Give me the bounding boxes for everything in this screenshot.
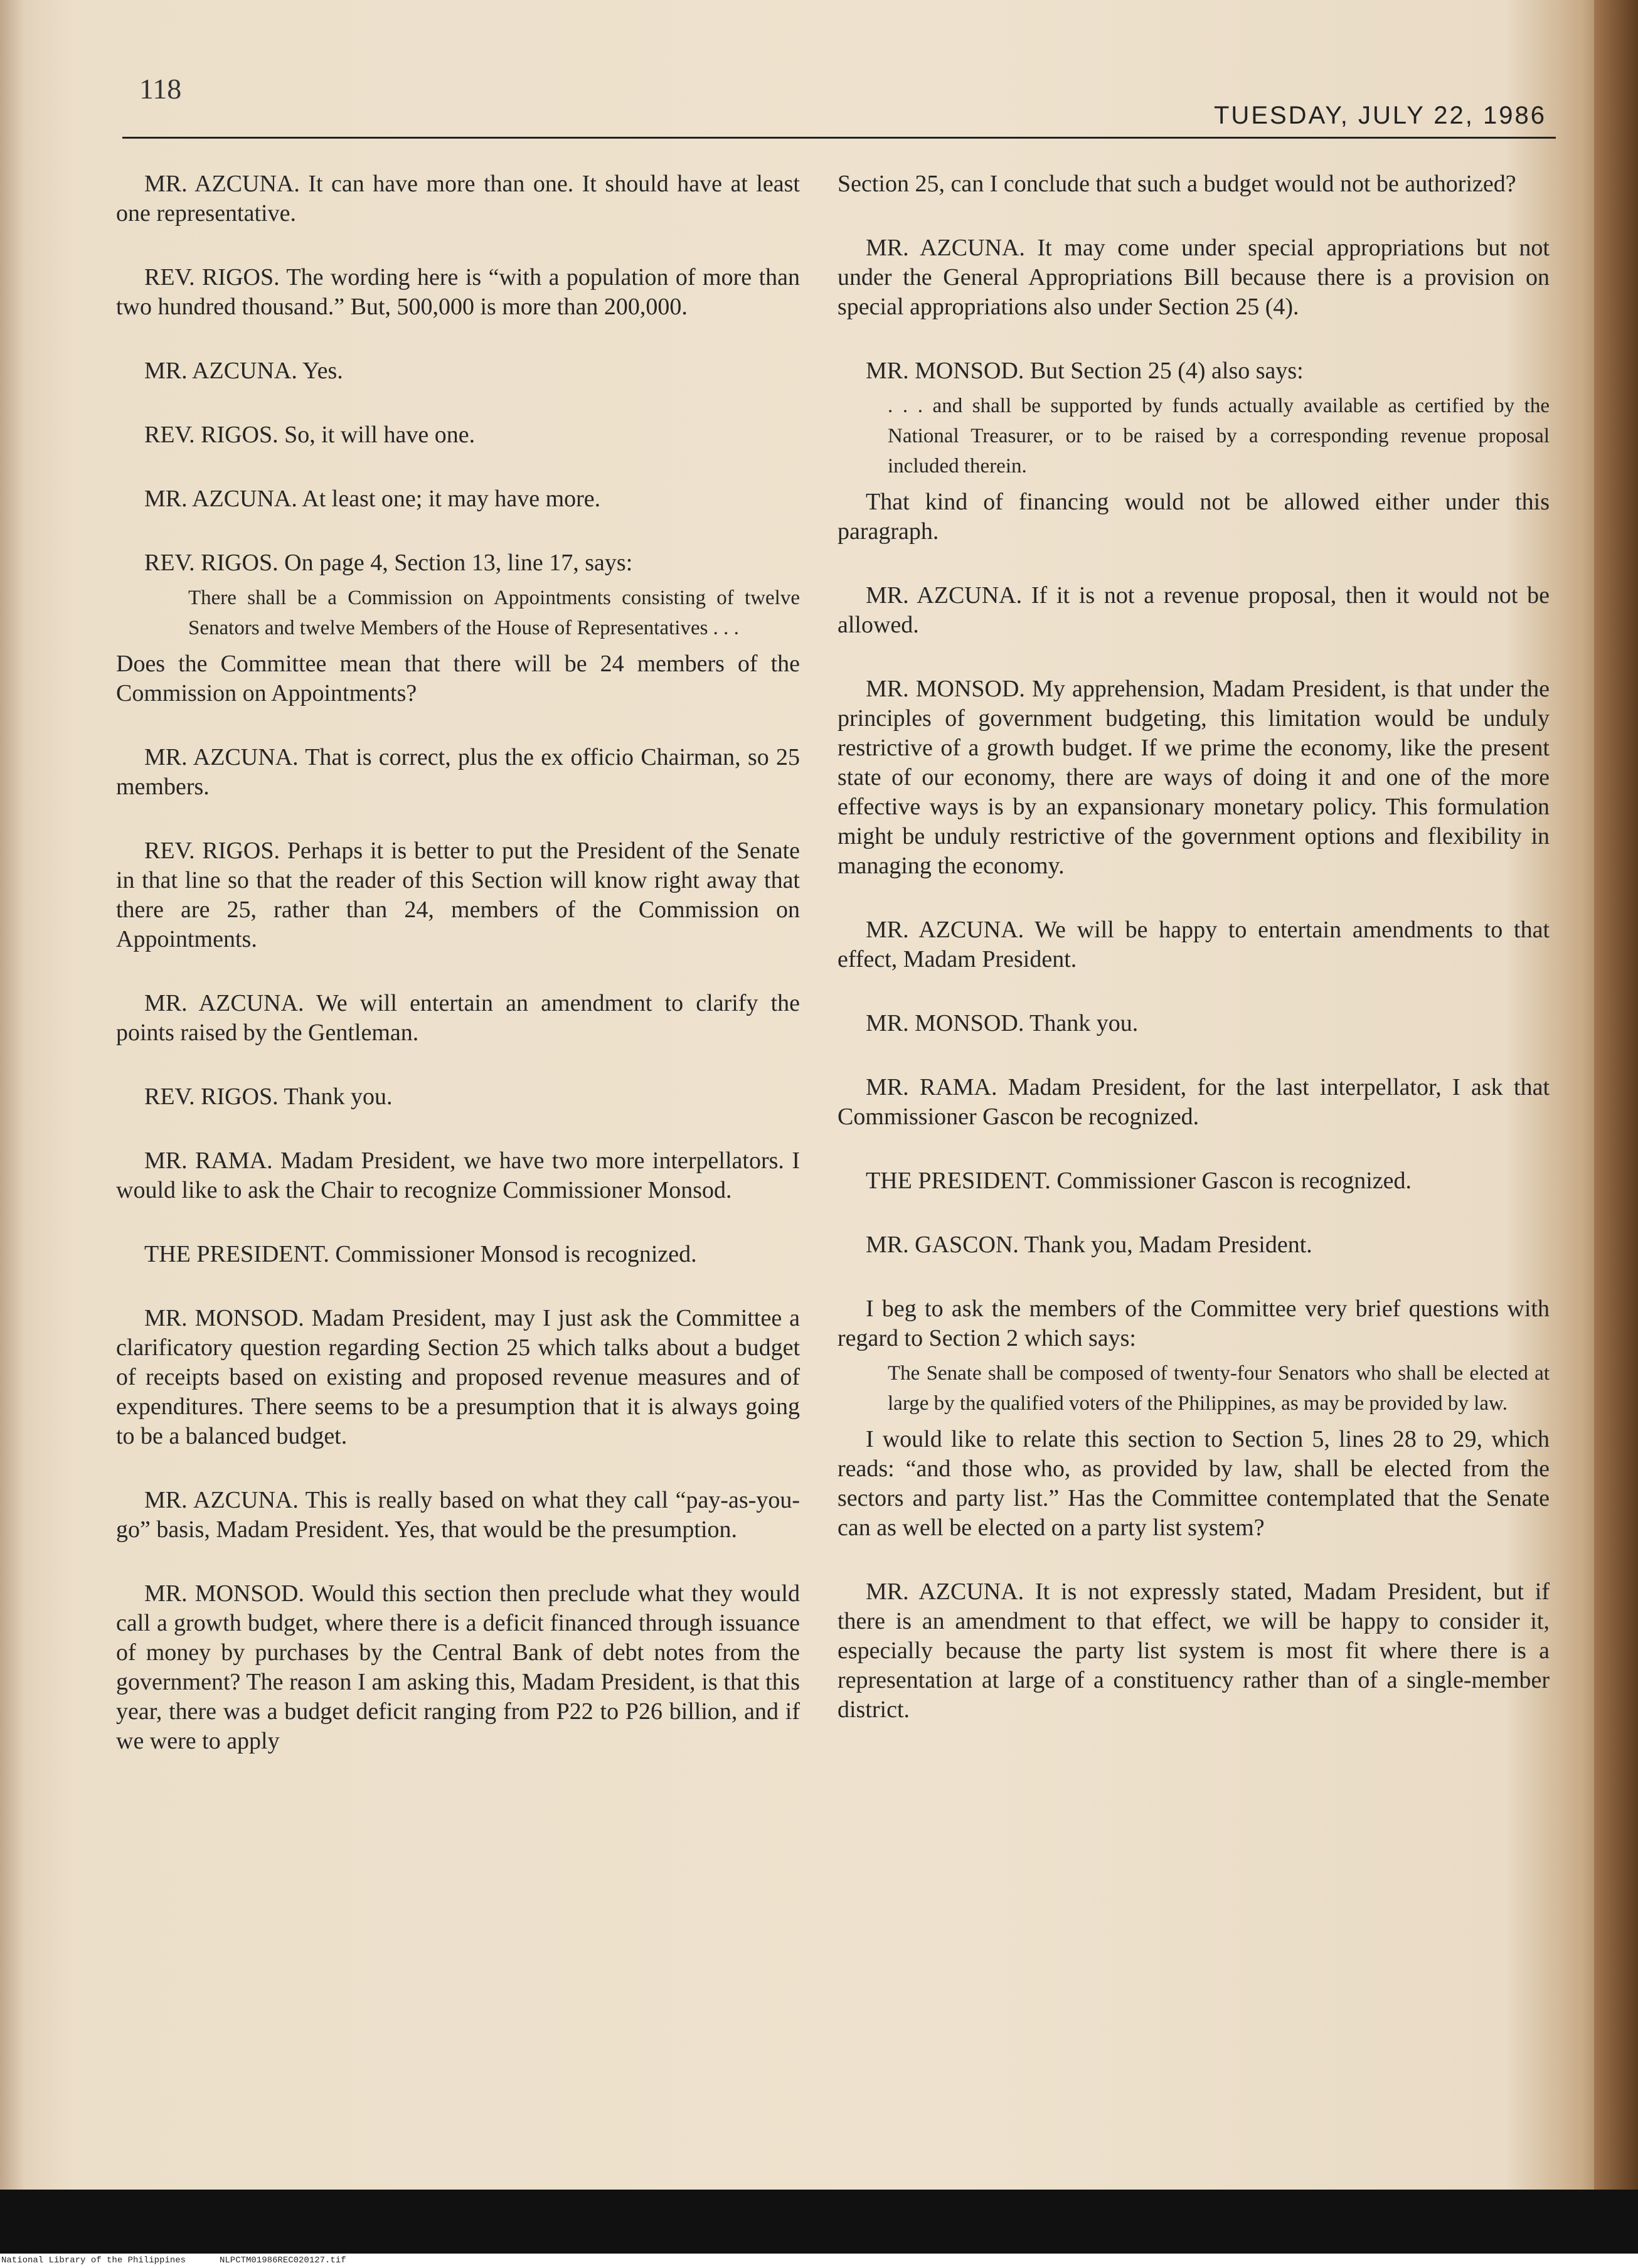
speaker-paragraph [116, 989, 800, 1048]
paragraph-text: THE PRESIDENT. Commissioner Monsod is recognized. [144, 1241, 697, 1267]
speaker-paragraph [838, 1294, 1550, 1353]
paragraph-text: There shall be a Commission on Appointments consisting of twelve Senators and twelve Members of the House of Representatives . . . [188, 587, 800, 639]
paragraph-text: That kind of financing would not be allowed either under this paragraph. [838, 489, 1550, 545]
speaker-paragraph [838, 581, 1550, 640]
paragraph-text: MR. AZCUNA. This is really based on what they call “pay-as-you-go” basis, Madam President. Yes, that would be the presumption. [116, 1487, 800, 1543]
running-head-date: TUESDAY, JULY 22, 1986 [1214, 102, 1546, 129]
speaker-paragraph [116, 1240, 800, 1269]
paragraph-text: MR. AZCUNA. At least one; it may have more. [144, 486, 601, 512]
continued-paragraph [838, 169, 1550, 199]
paragraph-text: MR. AZCUNA. Yes. [144, 358, 343, 384]
paragraph-text: MR. RAMA. Madam President, we have two more interpellators. I would like to ask the Chair to recognize Commissioner Monsod. [116, 1147, 800, 1203]
footer-library: National Library of the Philippines [1, 2255, 186, 2265]
speaker-paragraph [116, 420, 800, 450]
paragraph-text: MR. GASCON. Thank you, Madam President. [866, 1232, 1312, 1258]
continued-paragraph [116, 649, 800, 708]
paragraph-text: MR. MONSOD. But Section 25 (4) also says: [866, 358, 1304, 384]
left-column [116, 169, 800, 1791]
paragraph-text: MR. AZCUNA. If it is not a revenue proposal, then it would not be allowed. [838, 582, 1550, 638]
speaker-paragraph [116, 836, 800, 954]
speaker-paragraph [116, 743, 800, 802]
speaker-paragraph [116, 263, 800, 322]
speaker-paragraph [838, 1009, 1550, 1038]
speaker-paragraph [838, 1230, 1550, 1260]
speaker-paragraph [116, 169, 800, 228]
header-rule [122, 137, 1556, 139]
speaker-paragraph [116, 1579, 800, 1756]
speaker-paragraph [116, 1082, 800, 1112]
footer-file: NLPCTM01986REC020127.tif [220, 2255, 346, 2265]
paragraph-text: MR. MONSOD. Madam President, may I just ask the Committee a clarificatory question regarding Section 25 which talks about a budget of receipts based on existing and proposed revenue measures and of expenditures. There seems to be a presumption that it is always going to be a balanced budget. [116, 1305, 800, 1449]
paragraph-text: REV. RIGOS. On page 4, Section 13, line 17, says: [144, 550, 633, 576]
page-number: 118 [139, 73, 182, 105]
paragraph-text: MR. MONSOD. Thank you. [866, 1010, 1139, 1036]
paragraph-text: Section 25, can I conclude that such a budget would not be authorized? [838, 171, 1516, 197]
speaker-paragraph [116, 1146, 800, 1205]
speaker-paragraph [116, 1304, 800, 1451]
block-quote [116, 583, 800, 643]
speaker-paragraph [838, 487, 1550, 546]
paragraph-text: MR. RAMA. Madam President, for the last interpellator, I ask that Commissioner Gascon be recognized. [838, 1074, 1550, 1130]
paragraph-text: REV. RIGOS. So, it will have one. [144, 422, 476, 448]
paragraph-text: REV. RIGOS. The wording here is “with a population of more than two hundred thousand.” But, 500,000 is more than 200,000. [116, 264, 800, 320]
paragraph-text: MR. AZCUNA. We will be happy to entertain amendments to that effect, Madam President. [838, 917, 1550, 972]
speaker-paragraph [838, 1166, 1550, 1196]
speaker-paragraph [838, 1577, 1550, 1725]
speaker-paragraph [838, 1425, 1550, 1543]
scan-footer [0, 2254, 1638, 2268]
speaker-paragraph [116, 1486, 800, 1545]
paragraph-text: . . . and shall be supported by funds actually available as certified by the National Treasurer, or to be raised by a corresponding revenue proposal included therein. [888, 395, 1550, 477]
speaker-paragraph [116, 356, 800, 386]
paragraph-text: MR. AZCUNA. We will entertain an amendment to clarify the points raised by the Gentleman. [116, 990, 800, 1046]
paragraph-text: MR. MONSOD. Would this section then preclude what they would call a growth budget, where there is a deficit financed through issuance of money by purchases by the Central Bank of debt notes from the government? The reason I am asking this, Madam President, is that this year, there was a budget deficit ranging from P22 to P26 billion, and if we were to apply [116, 1580, 800, 1754]
paragraph-text: Does the Committee mean that there will be 24 members of the Commission on Appointments? [116, 651, 800, 706]
speaker-paragraph [116, 484, 800, 514]
speaker-paragraph [116, 548, 800, 578]
block-quote [838, 391, 1550, 481]
paragraph-text: MR. AZCUNA. It may come under special appropriations but not under the General Appropriations Bill because there is a provision on special appropriations also under Section 25 (4). [838, 235, 1550, 320]
paragraph-text: I beg to ask the members of the Committee very brief questions with regard to Section 2 which says: [838, 1296, 1550, 1351]
speaker-paragraph [838, 233, 1550, 322]
paragraph-text: REV. RIGOS. Thank you. [144, 1083, 393, 1110]
book-spine-shadow [1594, 0, 1638, 2190]
right-column [838, 169, 1550, 1759]
block-quote [838, 1358, 1550, 1419]
speaker-paragraph [838, 1073, 1550, 1132]
paragraph-text: The Senate shall be composed of twenty-four Senators who shall be elected at large by the qualified voters of the Philippines, as may be provided by law. [888, 1362, 1550, 1415]
speaker-paragraph [838, 356, 1550, 386]
paragraph-text: MR. MONSOD. My apprehension, Madam President, is that under the principles of government budgeting, this limitation would be unduly restrictive of a growth budget. If we prime the economy, like the present state of our economy, there are ways of doing it and one of the more effective ways is by an expansionary monetary policy. This formulation might be unduly restrictive of the government options and flexibility in managing the economy. [838, 676, 1550, 879]
speaker-paragraph [838, 915, 1550, 974]
paragraph-text: MR. AZCUNA. That is correct, plus the ex officio Chairman, so 25 members. [116, 744, 800, 800]
paragraph-text: THE PRESIDENT. Commissioner Gascon is recognized. [866, 1168, 1412, 1194]
paragraph-text: I would like to relate this section to Section 5, lines 28 to 29, which reads: “and those who, as provided by law, shall be elected from the sectors and party list.” Has the Committee contemplated that the Senate can as well be elected on a party list system? [838, 1426, 1550, 1541]
speaker-paragraph [838, 674, 1550, 881]
paragraph-text: MR. AZCUNA. It can have more than one. It should have at least one representative. [116, 171, 800, 226]
paragraph-text: REV. RIGOS. Perhaps it is better to put the President of the Senate in that line so that the reader of this Section will know right away that there are 25, rather than 24, members of the Commission on Appointments. [116, 838, 800, 952]
paragraph-text: MR. AZCUNA. It is not expressly stated, Madam President, but if there is an amendment to that effect, we will be happy to consider it, especially because the party list system is most fit where there is a representation at large of a constituency rather than of a single-member district. [838, 1579, 1550, 1723]
